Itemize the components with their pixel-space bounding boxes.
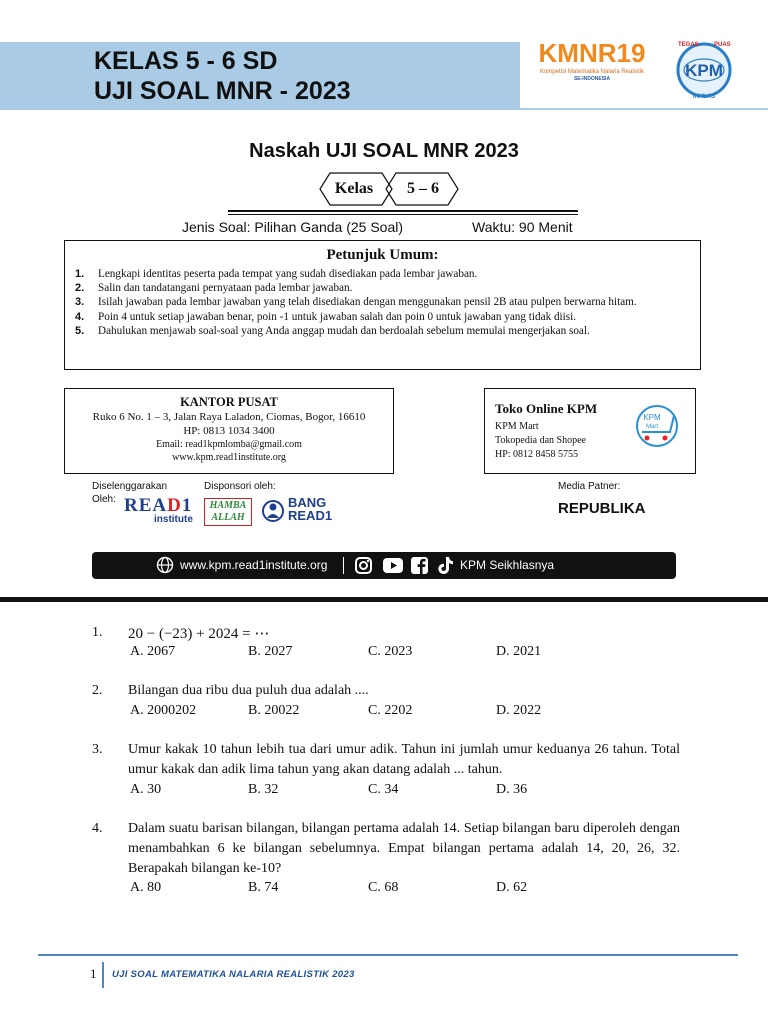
option-c: C. 34 <box>368 782 399 797</box>
option-b: B. 32 <box>248 782 279 797</box>
bang-read1-logo <box>262 496 342 526</box>
option-c: C. 2202 <box>368 703 413 718</box>
tiktok-icon[interactable] <box>436 556 454 575</box>
kpm-mart-logo <box>630 404 684 448</box>
footer-rule <box>38 954 738 956</box>
kelas-badge <box>318 172 460 206</box>
question-number: 2. <box>92 683 103 698</box>
instructions-list <box>75 267 691 338</box>
social-handle[interactable]: KPM Seikhlasnya <box>460 558 555 572</box>
option-c: C. 2023 <box>368 644 413 659</box>
instructions-box <box>64 240 701 370</box>
option-b: B. 20022 <box>248 703 300 718</box>
shop-line-2: Tokopedia dan Shopee <box>495 435 586 446</box>
office-website[interactable]: www.kpm.read1institute.org <box>172 452 286 463</box>
facebook-icon[interactable] <box>410 556 429 575</box>
read1-logo-sub: institute <box>154 514 193 525</box>
website-link[interactable]: www.kpm.read1institute.org <box>180 558 328 572</box>
media-partner-label: Media Patner: <box>558 481 621 492</box>
header-line-2: UJI SOAL MNR - 2023 <box>94 77 351 105</box>
read1-logo-num: 1 <box>181 495 193 516</box>
instruction-text: Salin dan tandatangani pernyataan pada lembar jawaban. <box>98 282 353 295</box>
read1-institute-logo <box>124 496 194 526</box>
instruction-item <box>75 324 691 338</box>
option-d: D. 36 <box>496 782 528 797</box>
instruction-number: 1. <box>75 268 85 280</box>
option-a: A. 80 <box>130 880 162 895</box>
option-a: A. 2000202 <box>130 703 197 718</box>
bang-read1-line-2: READ1 <box>288 508 333 523</box>
time-limit: Waktu: 90 Menit <box>472 219 573 235</box>
youtube-icon[interactable] <box>382 557 404 574</box>
office-phone: HP: 0813 1034 3400 <box>183 425 275 437</box>
globe-icon <box>156 556 174 574</box>
instruction-text: Dahulukan menjawab soal-soal yang Anda anggap mudah dan berdoalah sebelum memulai mengerjakan soal. <box>98 324 590 337</box>
kmnr-logo-subtitle-2: SE-INDONESIA <box>573 76 611 82</box>
question-text: Dalam suatu barisan bilangan, bilangan pertama adalah 14. Setiap bilangan baru diperoleh dengan menambahkan 6 ke bilangan sebelumnya. Empat bilangan pertama adalah 14, 20, 26, 32. Berapakah bilangan ke-10? <box>128 821 680 876</box>
footer-text: UJI SOAL MATEMATIKA NALARIA REALISTIK 2023 <box>112 969 355 980</box>
question-number: 4. <box>92 821 103 836</box>
instruction-text: Lengkapi identitas peserta pada tempat yang sudah disediakan pada lembar jawaban. <box>98 268 478 280</box>
kpm-logo-bottom: IKHLAS <box>692 94 716 100</box>
office-address: Ruko 6 No. 1 – 3, Jalan Raya Laladon, Ciomas, Bogor, 16610 <box>92 411 366 423</box>
bang-read1-person-icon <box>262 497 284 525</box>
option-d: D. 2021 <box>496 644 542 659</box>
social-bar <box>92 552 676 579</box>
instruction-number: 3. <box>75 296 85 309</box>
header-rule <box>0 108 768 110</box>
option-b: B. 74 <box>248 880 279 895</box>
question-type: Jenis Soal: Pilihan Ganda (25 Soal) <box>182 219 404 235</box>
organizer-label-line-1: Diselenggarakan <box>92 481 168 492</box>
section-divider <box>0 597 768 602</box>
option-a: A. 30 <box>130 782 162 797</box>
option-a: A. 2067 <box>130 644 176 659</box>
instagram-icon[interactable] <box>354 556 373 575</box>
page-title: Naskah UJI SOAL MNR 2023 <box>249 140 519 162</box>
hamba-allah-logo <box>204 498 252 526</box>
social-divider <box>343 557 344 574</box>
shop-line-1: KPM Mart <box>495 421 539 432</box>
hamba-allah-logo-line-1: HAMBA <box>209 500 247 511</box>
kpm-mart-logo-bottom: Mart <box>646 424 658 430</box>
kmnr-logo <box>534 38 650 100</box>
kpm-mart-logo-top: KPM <box>643 413 661 422</box>
question-number: 3. <box>92 742 103 757</box>
option-c: C. 68 <box>368 880 399 895</box>
kpm-logo <box>664 38 744 100</box>
office-email: Email: read1kpmlomba@gmail.com <box>156 439 302 450</box>
republika-logo: REPUBLIKA <box>558 500 646 517</box>
instruction-number: 4. <box>75 310 85 323</box>
question-text: 20 − (−23) + 2024 = ⋯ <box>128 626 270 642</box>
option-b: B. 2027 <box>248 644 293 659</box>
office-title: KANTOR PUSAT <box>180 395 278 409</box>
header-line-1: KELAS 5 - 6 SD <box>94 47 278 75</box>
read1-logo-prefix: REA <box>124 495 168 516</box>
instruction-item <box>75 281 691 295</box>
kpm-logo-top-right: PUAS <box>714 42 731 48</box>
kmnr-logo-text: KMNR19 <box>538 38 646 68</box>
header-title <box>94 46 351 106</box>
instruction-text: Isilah jawaban pada lembar jawaban yang telah disediakan dengan menggunakan pensil 2B atau pulpen berwarna hitam. <box>98 296 637 309</box>
read1-logo-d: D <box>167 495 182 516</box>
instruction-number: 5. <box>75 324 85 337</box>
shop-phone: HP: 0812 8458 5755 <box>495 449 579 460</box>
instruction-item <box>75 267 691 281</box>
hamba-allah-logo-line-2: ALLAH <box>211 512 245 523</box>
option-d: D. 62 <box>496 880 528 895</box>
option-d: D. 2022 <box>496 703 542 718</box>
question-text: Bilangan dua ribu dua puluh dua adalah .... <box>128 683 369 698</box>
question-number: 1. <box>92 625 103 640</box>
instruction-item <box>75 310 691 324</box>
kpm-logo-top-left: TEGAS <box>678 42 699 48</box>
instruction-text: Poin 4 untuk setiap jawaban benar, poin -1 untuk jawaban salah dan poin 0 untuk jawaban yang tidak diisi. <box>98 310 577 323</box>
footer-divider <box>102 962 104 988</box>
instruction-number: 2. <box>75 282 85 295</box>
kelas-label: Kelas <box>334 180 374 197</box>
bang-read1-line-1: BANG <box>288 495 327 510</box>
shop-title: Toko Online KPM <box>495 401 598 416</box>
page-number: 1 <box>90 966 97 981</box>
instruction-item <box>75 295 691 309</box>
question-text: Umur kakak 10 tahun lebih tua dari umur adik. Tahun ini jumlah umur keduanya 26 tahun. Total umur kakak dan adik lima tahun yang akan datang adalah ... tahun. <box>128 742 680 777</box>
office-box <box>64 388 394 474</box>
kpm-logo-text: KPM <box>685 61 723 80</box>
title-rule-top <box>228 210 578 212</box>
kelas-value: 5 – 6 <box>407 180 439 197</box>
instructions-title: Petunjuk Umum: <box>326 247 439 263</box>
title-rule-bottom <box>228 214 578 215</box>
kmnr-logo-subtitle: Kompetisi Matematika Nalaria Realistik <box>539 69 645 75</box>
sponsor-label: Disponsori oleh: <box>204 481 276 492</box>
organizer-label-line-2: Oleh: <box>92 494 116 505</box>
